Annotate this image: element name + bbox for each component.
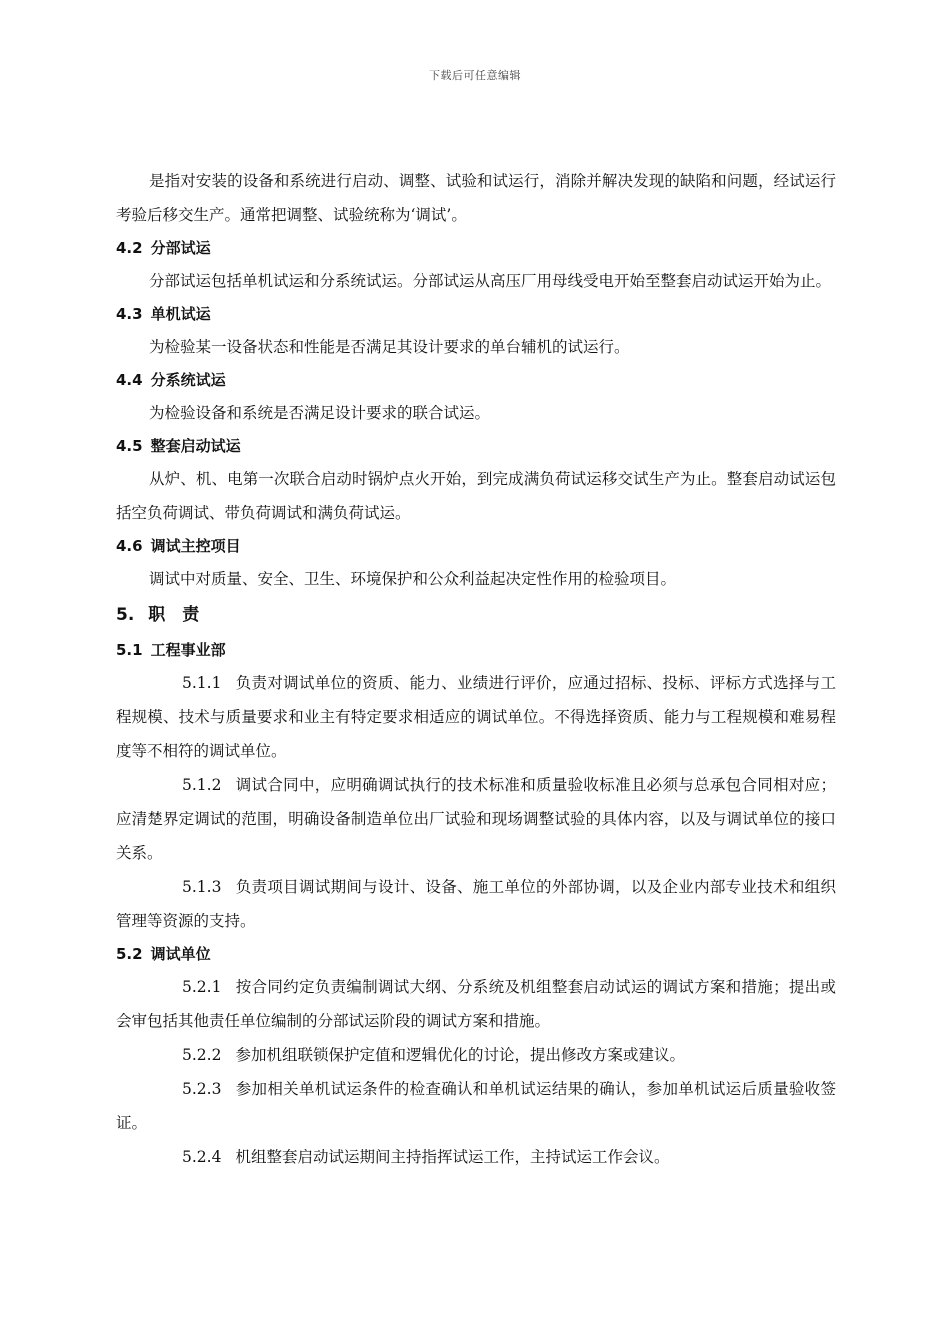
clause-number: 5.2.2 xyxy=(182,1046,222,1064)
heading-title: 分部试运 xyxy=(150,239,211,257)
section-heading xyxy=(116,596,836,634)
paragraph xyxy=(116,562,836,596)
paragraph xyxy=(116,970,836,1038)
heading-number: 4.6 xyxy=(116,537,143,555)
paragraph-text: 调试合同中，应明确调试执行的技术标准和质量验收标准且必须与总承包合同相对应；应清楚界定调试的范围，明确设备制造单位出厂试验和现场调整试验的具体内容，以及与调试单位的接口关系。 xyxy=(116,776,836,862)
paragraph xyxy=(116,768,836,870)
paragraph-text: 分部试运包括单机试运和分系统试运。分部试运从高压厂用母线受电开始至整套启动试运开始为止。 xyxy=(149,272,832,290)
paragraph xyxy=(116,1140,836,1174)
document-body xyxy=(116,164,836,1174)
heading-number: 4.2 xyxy=(116,239,143,257)
heading-title: 调试单位 xyxy=(150,945,211,963)
paragraph xyxy=(116,264,836,298)
paragraph xyxy=(116,666,836,768)
clause-number: 5.1.2 xyxy=(182,776,222,794)
paragraph xyxy=(116,870,836,938)
paragraph-text: 参加机组联锁保护定值和逻辑优化的讨论，提出修改方案或建议。 xyxy=(235,1046,685,1064)
subsection-heading xyxy=(116,634,836,666)
paragraph-text: 调试中对质量、安全、卫生、环境保护和公众利益起决定性作用的检验项目。 xyxy=(149,570,677,588)
subsection-heading xyxy=(116,298,836,330)
paragraph xyxy=(116,330,836,364)
paragraph-text: 参加相关单机试运条件的检查确认和单机试运结果的确认，参加单机试运后质量验收签证。 xyxy=(116,1080,836,1132)
paragraph-text: 按合同约定负责编制调试大纲、分系统及机组整套启动试运的调试方案和措施；提出或会审包括其他责任单位编制的分部试运阶段的调试方案和措施。 xyxy=(116,978,836,1030)
paragraph xyxy=(116,164,836,232)
paragraph-text: 是指对安装的设备和系统进行启动、调整、试验和试运行，消除并解决发现的缺陷和问题，经试运行考验后移交生产。通常把调整、试验统称为‘调试’。 xyxy=(116,172,836,224)
paragraph-text: 为检验某一设备状态和性能是否满足其设计要求的单台辅机的试运行。 xyxy=(149,338,630,356)
paragraph-text: 从炉、机、电第一次联合启动时锅炉点火开始，到完成满负荷试运移交试生产为止。整套启动试运包括空负荷调试、带负荷调试和满负荷试运。 xyxy=(116,470,836,522)
heading-title: 职 责 xyxy=(148,605,200,625)
paragraph xyxy=(116,1072,836,1140)
subsection-heading xyxy=(116,232,836,264)
clause-number: 5.1.1 xyxy=(182,674,222,692)
paragraph-text: 负责项目调试期间与设计、设备、施工单位的外部协调，以及企业内部专业技术和组织管理等资源的支持。 xyxy=(116,878,836,930)
heading-title: 分系统试运 xyxy=(150,371,226,389)
heading-number: 5.2 xyxy=(116,945,143,963)
paragraph-text: 负责对调试单位的资质、能力、业绩进行评价，应通过招标、投标、评标方式选择与工程规模、技术与质量要求和业主有特定要求相适应的调试单位。不得选择资质、能力与工程规模和难易程度等不相符的调试单位。 xyxy=(116,674,836,760)
subsection-heading xyxy=(116,938,836,970)
heading-number: 4.4 xyxy=(116,371,143,389)
subsection-heading xyxy=(116,530,836,562)
paragraph-text: 机组整套启动试运期间主持指挥试运工作，主持试运工作会议。 xyxy=(235,1148,670,1166)
paragraph xyxy=(116,396,836,430)
subsection-heading xyxy=(116,364,836,396)
clause-number: 5.2.4 xyxy=(182,1148,222,1166)
paragraph-text: 为检验设备和系统是否满足设计要求的联合试运。 xyxy=(149,404,491,422)
page-header: 下载后可任意编辑 xyxy=(429,69,521,82)
heading-number: 5.1 xyxy=(116,641,143,659)
clause-number: 5.2.3 xyxy=(182,1080,222,1098)
heading-title: 整套启动试运 xyxy=(150,437,241,455)
clause-number: 5.1.3 xyxy=(182,878,222,896)
clause-number: 5.2.1 xyxy=(182,978,222,996)
heading-title: 调试主控项目 xyxy=(150,537,241,555)
heading-title: 工程事业部 xyxy=(150,641,226,659)
subsection-heading xyxy=(116,430,836,462)
heading-number: 5. xyxy=(116,605,135,625)
heading-number: 4.3 xyxy=(116,305,143,323)
heading-number: 4.5 xyxy=(116,437,143,455)
heading-title: 单机试运 xyxy=(150,305,211,323)
paragraph xyxy=(116,1038,836,1072)
paragraph xyxy=(116,462,836,530)
